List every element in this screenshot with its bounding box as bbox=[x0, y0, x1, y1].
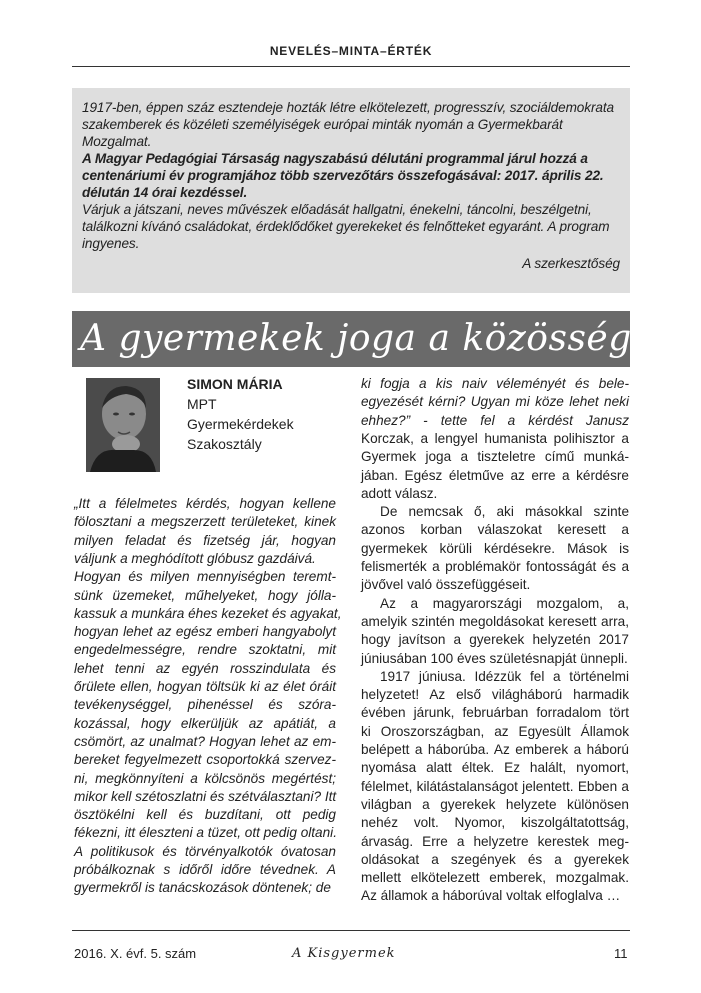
author-photo bbox=[86, 378, 160, 472]
body-line: csömört, az unalmat? Hogyan lehet az em- bbox=[74, 733, 336, 749]
body-line: júniusában 100 éves születésnapját ünnepli. bbox=[361, 650, 628, 666]
body-line: amelyik szintén megoldásokat keresett arra, bbox=[361, 613, 629, 629]
body-line: tevékenységgel, pihenéssel és szóra- bbox=[74, 697, 336, 713]
body-line: Korczak, a lengyel humanista polihisztor a bbox=[361, 430, 629, 446]
body-line: mellett elkötelezett emberek, mozgalmak. bbox=[361, 870, 629, 886]
footer-rule bbox=[72, 930, 630, 931]
body-line: Gyermek joga a tiszteletre című munká- bbox=[361, 449, 629, 465]
body-line: próbálkoznak s időről időre tévednek. A bbox=[74, 862, 336, 877]
intro-signature: A szerkesztőség bbox=[522, 256, 620, 271]
body-line: világban a gyerekek helyzete különösen bbox=[361, 796, 629, 812]
intro-bold-line: A Magyar Pedagógiai Társaság nagyszabású délutáni programmal járul hozzá a bbox=[82, 151, 588, 166]
footer-issue: 2016. X. évf. 5. szám bbox=[74, 946, 197, 961]
intro-bold-line: délután 14 órai kezdéssel. bbox=[82, 185, 248, 200]
article-title-bar bbox=[72, 311, 697, 367]
intro-line: 1917-ben, éppen száz esztendeje hozták létre elkötelezett, progresszív, szociáldemokrata bbox=[82, 100, 614, 115]
body-line: hogyan lehet az egész emberi hangyabolyt bbox=[74, 624, 336, 640]
footer-journal: A Kisgyermek bbox=[292, 946, 396, 961]
body-line: helyzetet! Az első világháború harmadik bbox=[361, 687, 629, 703]
body-line: mikor kell szétoszlatni és szétválasztani? Itt bbox=[74, 788, 337, 804]
body-line: Az államok a háborúval voltak elfoglalva … bbox=[361, 888, 621, 904]
body-line: kozással, hogy elkerüljük az apátiát, a bbox=[74, 715, 336, 731]
intro-line: szakemberek és közéleti személyiségek európai minták nyomán a Gyermekbarát bbox=[82, 117, 563, 132]
intro-line: Mozgalmat. bbox=[82, 134, 152, 149]
body-line: adott válasz. bbox=[361, 485, 438, 501]
body-line: „Itt a félelmetes kérdés, hogyan kellene bbox=[74, 496, 336, 511]
running-header: NEVELÉS–MINTA–ÉRTÉK bbox=[269, 44, 433, 58]
body-line: őrülete ellen, hogyan töltsük ki az élet óráit bbox=[74, 679, 336, 694]
body-line: gyermekről is tanácskozások döntenek; de bbox=[74, 880, 331, 896]
body-line: kassuk a munkára éhes kezeket és agyakat, bbox=[74, 605, 342, 621]
body-line: A politikusok és törvényalkotók óvatosan bbox=[74, 843, 336, 859]
body-line: belépett a háborúba. Az emberek a háború bbox=[361, 742, 629, 757]
body-line: ehhez?” - tette fel a kérdést Janusz bbox=[361, 412, 629, 428]
intro-line: találkozni kívánó családokat, érdeklődőket gyerekeket és felnőtteket egyaránt. A program bbox=[82, 219, 610, 234]
body-line: sünk üzemeket, műhelyeket, hogy jólla- bbox=[74, 587, 336, 603]
body-line: azonos korban válaszokat keresett a bbox=[361, 522, 629, 538]
body-line: De nemcsak ő, aki másokkal szinte bbox=[380, 504, 629, 520]
body-line: ösztökélni kell és buzdítani, ott pedig bbox=[74, 807, 336, 823]
body-line: oldásokat a szegények és a gyerekek bbox=[361, 851, 629, 867]
author-affiliation: Gyermekérdekek bbox=[187, 416, 294, 432]
body-line: felismerték a problémakör fontosságát és a bbox=[361, 559, 629, 574]
body-line: lehet tenni az egyén rosszindulata és bbox=[74, 660, 336, 676]
body-line: ni, megkönnyíteni a kölcsönös megértést; bbox=[74, 770, 336, 786]
intro-box bbox=[72, 88, 630, 293]
body-line: engedelmességre, rendre szoktatni, mit bbox=[74, 642, 336, 658]
body-line: bereket fegyelmezett csoportokká szervez- bbox=[74, 752, 336, 768]
body-line: évében járunk, februárban forradalom tört bbox=[361, 705, 629, 721]
body-line: fékezni, itt éleszteni a tüzet, ott pedig oltani. bbox=[74, 825, 337, 841]
body-line: jövővel való összefüggéseit. bbox=[361, 577, 531, 593]
body-line: hogy javítson a gyerekek helyzetén 2017 bbox=[361, 632, 629, 648]
body-line: ki fogja a kis naiv véleményét és bele- bbox=[361, 376, 629, 391]
body-line: nehéz volt. Nyomor, kiszolgáltatottság, bbox=[361, 815, 629, 831]
author-affiliation: MPT bbox=[187, 396, 217, 412]
article-title: A gyermekek joga a közösséghez bbox=[80, 318, 697, 359]
body-line: nyomása alatt éltek. Ez halált, nyomort, bbox=[361, 760, 629, 776]
intro-bold-line: centenáriumi év programjához több szervezőtárs összefogásával: 2017. április 22. bbox=[82, 168, 604, 183]
body-line: ki Oroszországban, az Egyesült Államok bbox=[361, 723, 629, 739]
footer-page-number: 11 bbox=[614, 946, 628, 961]
body-line: árvaság. Erre a helyzetre kerestek meg- bbox=[361, 833, 629, 849]
author-affiliation: Szakosztály bbox=[187, 436, 262, 452]
body-line: 1917 júniusa. Idézzük fel a történelmi bbox=[380, 668, 629, 684]
body-line: fölosztani a megszerzett területeket, kinek bbox=[74, 514, 336, 530]
body-line: jában. Egész életműve az erre a kérdésre bbox=[361, 467, 629, 483]
body-line: Az a magyarországi mozgalom, a, bbox=[380, 595, 629, 611]
body-line: egyezését kérni? Ugyan mi köze lehet neki bbox=[361, 394, 629, 410]
body-line: milyen feladat és fizetség jár, hogyan bbox=[74, 532, 336, 548]
intro-line: ingyenes. bbox=[82, 236, 140, 251]
body-line: gyermekek körüli kérdésekre. Mások is bbox=[361, 540, 629, 556]
intro-line: Várjuk a játszani, neves művészek előadását hallgatni, énekelni, táncolni, beszélgetni, bbox=[82, 202, 592, 217]
body-line: Hogyan és milyen mennyiségben teremt- bbox=[74, 569, 336, 585]
author-name: SIMON MÁRIA bbox=[187, 376, 283, 392]
body-line: félelmet, kilátástalanságot jelentett. Ebben a bbox=[361, 778, 629, 794]
body-line: váljunk a meghódított glóbusz gazdáivá. bbox=[74, 550, 316, 566]
header-rule bbox=[72, 66, 630, 67]
